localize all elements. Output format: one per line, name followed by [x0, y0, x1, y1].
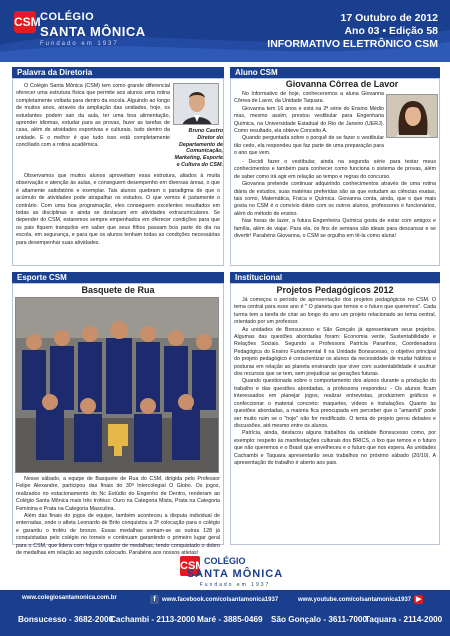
- palavra-text-top: [16, 83, 170, 150]
- director-caption: Bruno Castro Diretor do Departamento de Comunicação, Marketing, Esporte e Cultura do CSM.: [174, 128, 223, 168]
- section-header-palavra: Palavra da Diretoria: [12, 67, 224, 78]
- section-header-institucional: Institucional: [230, 272, 440, 283]
- logo-line-3: Fundado em 1937: [40, 41, 119, 47]
- footer-logo[interactable]: [180, 556, 290, 592]
- section-header-aluno: Aluno CSM: [230, 67, 440, 78]
- school-logo[interactable]: [14, 9, 154, 55]
- institucional-paragraph-4: Patrícia, ainda, destacou alguns trabalhos da unidade Bonsucesso como, por exemplo: respeito às manifestações culturais dos BRICS, o lixo que temos e o futuro que não queremos e o Brasil que envelheceu e o futuro que nos espera. As unidades Cachambi e Taquara apresentarão seus trabalhos no próximo sábado (20/10). A apresentação do trabalho é aberto aos pais.: [234, 430, 436, 466]
- unit-name: Maré: [197, 615, 217, 624]
- youtube-icon: ▶: [415, 596, 422, 603]
- issue-edition: Ano 03 • Edição 58: [344, 25, 438, 37]
- unit-phone: 2113-2000: [156, 615, 196, 624]
- student-photo: [386, 94, 438, 138]
- newsletter-name: INFORMATIVO ELETRÔNICO CSM: [267, 38, 438, 50]
- esporte-paragraph-1: Nesse sábado, a equipe de Basquete de Rua do CSM, dirigida pelo Professor Felipe Alexandre, participou das finais do 30º Intercolegial O Globo. Os jogos, realizados no estacionamento do Nc Estúdio do Engenho de Dentro, renderam ao Colégio Santa Mônica mais três troféus: Ouro na Categoria Mista, Prata na Categoria Feminina e Prata na Categoria Masculina.: [16, 476, 220, 512]
- unit-item: Maré - 3885-0469: [197, 615, 263, 624]
- footer-logo-line-3: Fundado em 1937: [199, 582, 271, 588]
- palavra-text-bottom: [16, 173, 220, 247]
- footer-logo-line-2: SANTA MÔNICA: [186, 568, 284, 580]
- section-header-esporte: Esporte CSM: [12, 272, 224, 283]
- youtube-link[interactable]: [298, 595, 423, 604]
- institucional-paragraph-2: As unidades de Bonsucesso e São Gonçalo já apresentaram seus projetos. Algumas das questões abordadas foram: Economia verde, Sustentabilidade e Relações Sociais. Segundo a Professora Patrícia Paranhos, Coordenadora Pedagógica do Ensino Fundamental II na Unidade Bonsucesso, o objetivo principal do projeto pedagógico é conscientizar os alunos da necessidade de mudar hábitos e posturas em relação ao planeta ensinando que viver com sustentabilidade é usufruir dos recursos que se tem, sem prejudicar as gerações futuras.: [234, 326, 436, 378]
- site-link[interactable]: [22, 595, 117, 601]
- institucional-text: [234, 297, 436, 467]
- aluno-text-top: [234, 91, 384, 158]
- esporte-paragraph-2: Além das finais do jogos de equipe, também aconteceu a disputa individual de enterradas, onde o atleta Leonardo de Brito conquistou a 3º colocação para o colégio e garantiu o troféu de bronze. Essas medalhas somam-se as outras 128 já conquistadas pelo colégio no torneio e continuam garantindo o primeiro lugar geral para o CSM, que lidera com folga o quadro de medalhas, tendo conquistado o dobro de medalhas em relação ao segundo colocado. Parabéns aos nossos atletas!: [16, 513, 220, 557]
- unit-item: Taquara - 2114-2000: [365, 615, 443, 624]
- logo-mark: CSM: [14, 11, 36, 33]
- institucional-title: Projetos Pedagógicos 2012: [276, 285, 394, 295]
- facebook-icon: f: [150, 595, 159, 604]
- issue-date: 17 Outubro de 2012: [340, 12, 438, 24]
- director-photo: [173, 83, 219, 125]
- unit-item: Cachambi - 2113-2000: [110, 615, 196, 624]
- unit-item: São Gonçalo - 3611-7000: [271, 615, 368, 624]
- aluno-paragraph-3: Quando perguntada sobre o porquê de se fazer o vestibular tão cedo, ela respondeu que faz parte de uma preparação para o ano que vem.: [234, 135, 384, 157]
- palavra-paragraph-1: O Colégio Santa Mônica (CSM) tem como grande diferencial oferecer uma estrutura física que permite aos alunos uma rotina completamente voltada para dentro da escola. Alguindo ao longo de muitos anos, através da ampliação das unidades, hoje, os estudantes podem sair da aula, ter uma boa alimentação, aprender idiomas, estudar para as provas, fazer as tarefas de casa, além de atividades esportivas e culturais, tudo dentro da unidade. E o melhor é que tudo isso está completamente conciliado com a rotina acadêmica.: [16, 83, 170, 149]
- issue-info: [267, 12, 438, 51]
- aluno-paragraph-4: - Decidi fazer o vestibular, ainda na segunda série para testar meus conhecimentos e também para conhecer como funciona o sistema de provas, além de saber como irá agir em relação ao tempo e regras do concurso.: [234, 159, 436, 180]
- unit-phone: 2114-2000: [403, 615, 443, 624]
- aluno-paragraph-1: No Informativo de hoje, conheceremos a aluna Giovanna Côrrea de Lavor, da Unidade Taquara.: [234, 91, 384, 105]
- unit-name: Taquara: [365, 615, 397, 624]
- unit-name: São Gonçalo: [271, 615, 322, 624]
- institucional-paragraph-1: Já começou o período de apresentação dos projetos pedagógicos no CSM. O tema central para esse ano é " O planeta que temos e o futuro que queremos". Cada turma tem a tarefa de criar ao longo do ano um projeto relacionado ao tema central, orientado por um professor.: [234, 297, 436, 326]
- esporte-text: [16, 476, 220, 557]
- logo-line-1: COLÉGIO: [40, 11, 95, 23]
- aluno-title: Giovanna Côrrea de Lavor: [285, 79, 399, 89]
- aluno-paragraph-2: Giovanna tem 16 anos e está na 2ª série do Ensino Médio mas, mesmo assim, prestou vestibular para Engenharia Química, na Universidade Estadual do Rio de Janeiro (UERJ). Como resultado, ela obteve Conceito A.: [234, 105, 384, 135]
- unit-phone: 3682-2000: [73, 615, 114, 624]
- page-footer: [0, 590, 450, 636]
- palavra-paragraph-2: Observamos que muitos alunos aproveitam essa estrutura, aliados à muita observação e atenção às aulas, e conseguem desempenho em diversas áreas, o que é altamente satisfatório e exemplar. Tais alunos quebram o paradigma de que o acúmulo de atividades pode atrapalhar os estudos. O que vemos é justamente o contrário. Com uma boa programação, eles conseguem excelentes resultados em todas as disciplinas e ainda se destacam em atividades extracurriculares. Se depender do CSM, estaremos sempre empenhados em oferecer condições para que os pais fiquem tranquilos em saber que seus filhos passam boa parte do dia na escola, em segurança, e para que os alunos tenham todas as condições necessárias para desempenhar suas atividades.: [16, 173, 220, 246]
- basketball-team-photo: [15, 297, 219, 473]
- aluno-paragraph-6: Nas horas de lazer, a futura Engenheira Química gosta de estar com amigos e família, além de viajar. Para ela, os fins de semana são ideais para descansar e se divertir! Parabéns Giovanna, o CSM se orgulha em tê-la como aluna!: [234, 218, 436, 240]
- institucional-paragraph-3: Quando questionada sobre o comportamento dos alunos durante a produção do trabalho e das questões abordadas, a professora respondeu: - Os alunos ficam interessados em planejar jogos, realizar entrevistas, produzirem gráficos e confeccionar o material concreto: maquetes, vídeos e instalações. Quanto às questões abordadas, a maioria fica preocupada em perceber que o "amanhã" pode ser muito ruim se o "hoje" não for modificado. O tema do projeto gerou debates e discussões, até mesmo entre os alunos.: [234, 378, 436, 429]
- unit-phone: 3611-7000: [328, 615, 368, 624]
- site-link-text: www.colegiosantamonica.com.br: [22, 595, 117, 601]
- footer-logo-line-1: COLÉGIO: [204, 556, 246, 566]
- unit-item: Bonsucesso - 3682-2000: [18, 615, 114, 624]
- newsletter-header: [0, 0, 450, 62]
- unit-phone: 3885-0469: [223, 615, 263, 624]
- footer-logo-mark: CSM: [180, 556, 200, 576]
- unit-name: Cachambi: [110, 615, 150, 624]
- youtube-link-text: www.youtube.com/colsantamonica1937: [298, 596, 412, 603]
- facebook-link[interactable]: [150, 595, 278, 604]
- aluno-text-bottom: [234, 159, 436, 240]
- unit-name: Bonsucesso: [18, 615, 67, 624]
- facebook-link-text: www.facebook.com/colsantamonica1937: [162, 596, 279, 603]
- aluno-paragraph-5: Giovanna pretende continuar adquirindo conhecimentos através de uma rotina diária de estudos, suas matérias preferidas são as que estudam as ciências exatas, tais como, Matemática, Física e Química. Giovanna conta, ainda, que o que mais gosta no CSM é o convívio diário com os outros alunos, professores e funcionários, além do método de ensino.: [234, 181, 436, 217]
- footer-links: [0, 592, 450, 606]
- esporte-title: Basquete de Rua: [81, 285, 155, 295]
- logo-line-2: SANTA MÔNICA: [40, 24, 146, 39]
